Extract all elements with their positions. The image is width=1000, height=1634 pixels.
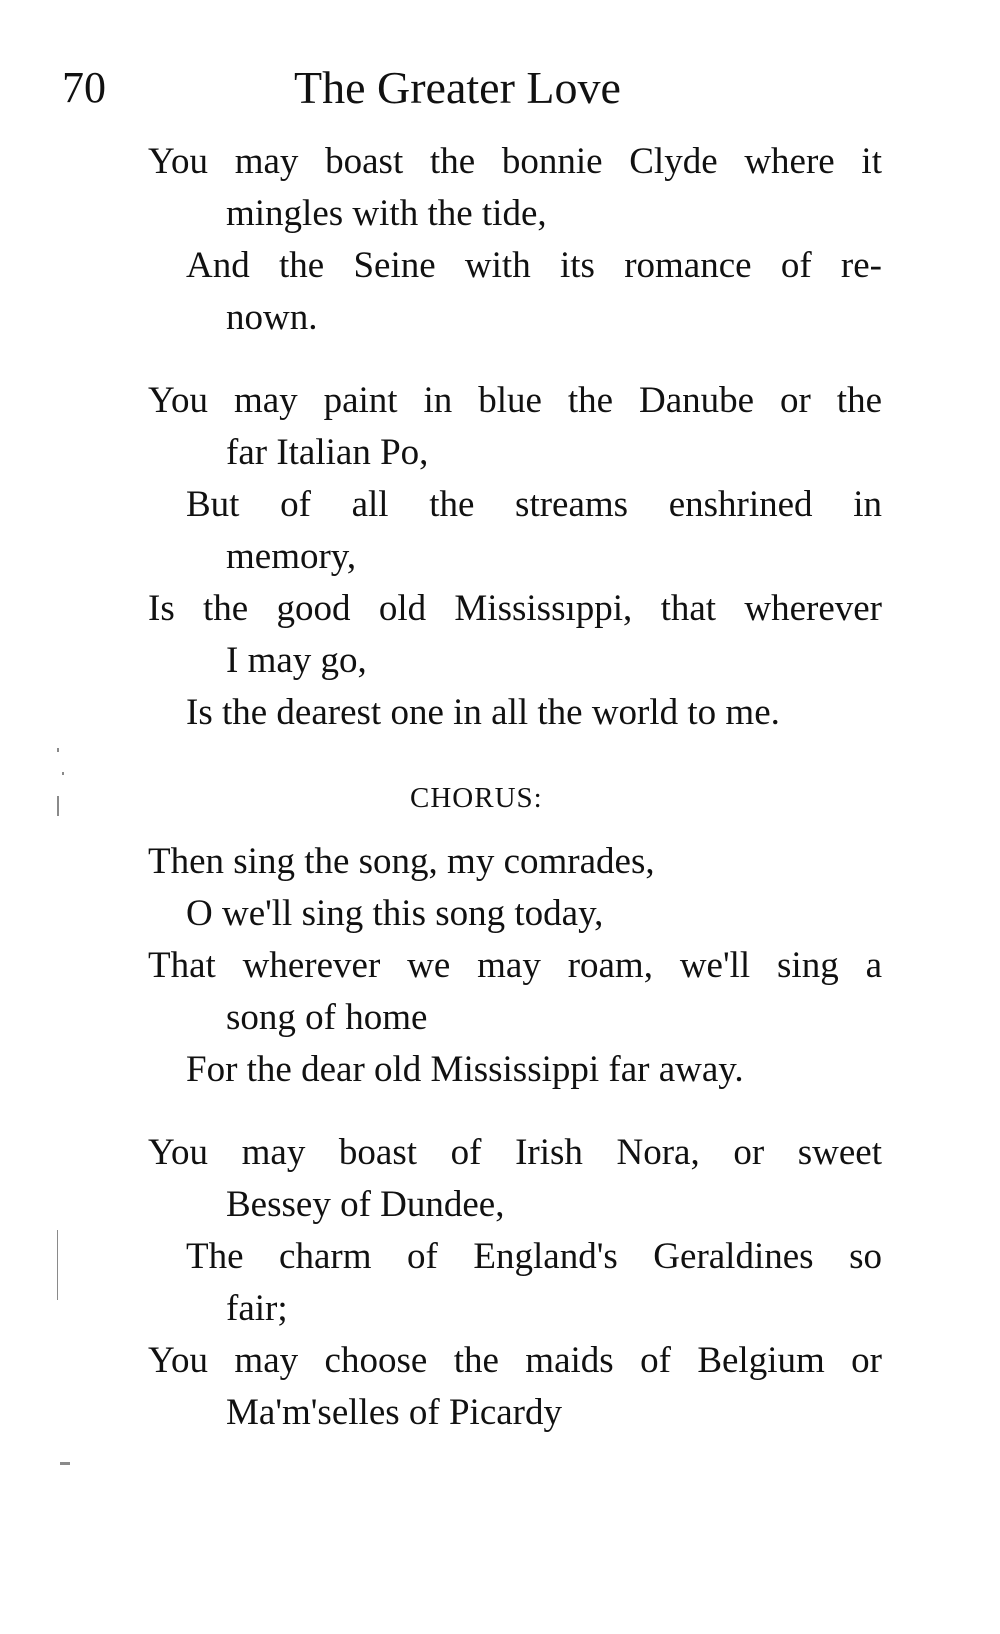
page-header (0, 58, 1000, 118)
verse-line: The charm of England's Geraldines so (186, 1236, 882, 1277)
scan-speck (57, 1230, 58, 1300)
verse-line: And the Seine with its romance of re- (186, 245, 882, 286)
verse-line: But of all the streams enshrined in (186, 484, 882, 525)
scan-speck (57, 748, 59, 752)
verse-line: Ma'm'selles of Picardy (226, 1392, 562, 1433)
verse-line: song of home (226, 997, 428, 1038)
running-title: The Greater Love (294, 62, 621, 113)
verse-line: You may boast of Irish Nora, or sweet (148, 1132, 882, 1173)
verse-line: memory, (226, 536, 357, 577)
verse-line: mingles with the tide, (226, 193, 547, 234)
scan-speck (60, 1462, 70, 1465)
verse-line: O we'll sing this song today, (186, 893, 604, 934)
page-number: 70 (62, 63, 106, 112)
verse-line: For the dear old Mississippi far away. (186, 1049, 744, 1090)
scan-speck (62, 772, 64, 775)
verse-line: nown. (226, 297, 318, 338)
verse-line: I may go, (226, 640, 367, 681)
verse-line: You may paint in blue the Danube or the (148, 380, 882, 421)
verse-line: fair; (226, 1288, 288, 1329)
scan-speck (57, 796, 59, 816)
verse-line: Is the dearest one in all the world to me. (186, 692, 780, 733)
verse-line: You may choose the maids of Belgium or (148, 1340, 882, 1381)
verse-line: Bessey of Dundee, (226, 1184, 505, 1225)
verse-line: far Italian Po, (226, 432, 429, 473)
chorus-label: CHORUS: (410, 782, 543, 814)
verse-line: That wherever we may roam, we'll sing a (148, 945, 882, 986)
verse-line: Is the good old Mississıppi, that wherever (148, 588, 882, 629)
verse-line: Then sing the song, my comrades, (148, 841, 655, 882)
verse-line: You may boast the bonnie Clyde where it (148, 141, 882, 182)
